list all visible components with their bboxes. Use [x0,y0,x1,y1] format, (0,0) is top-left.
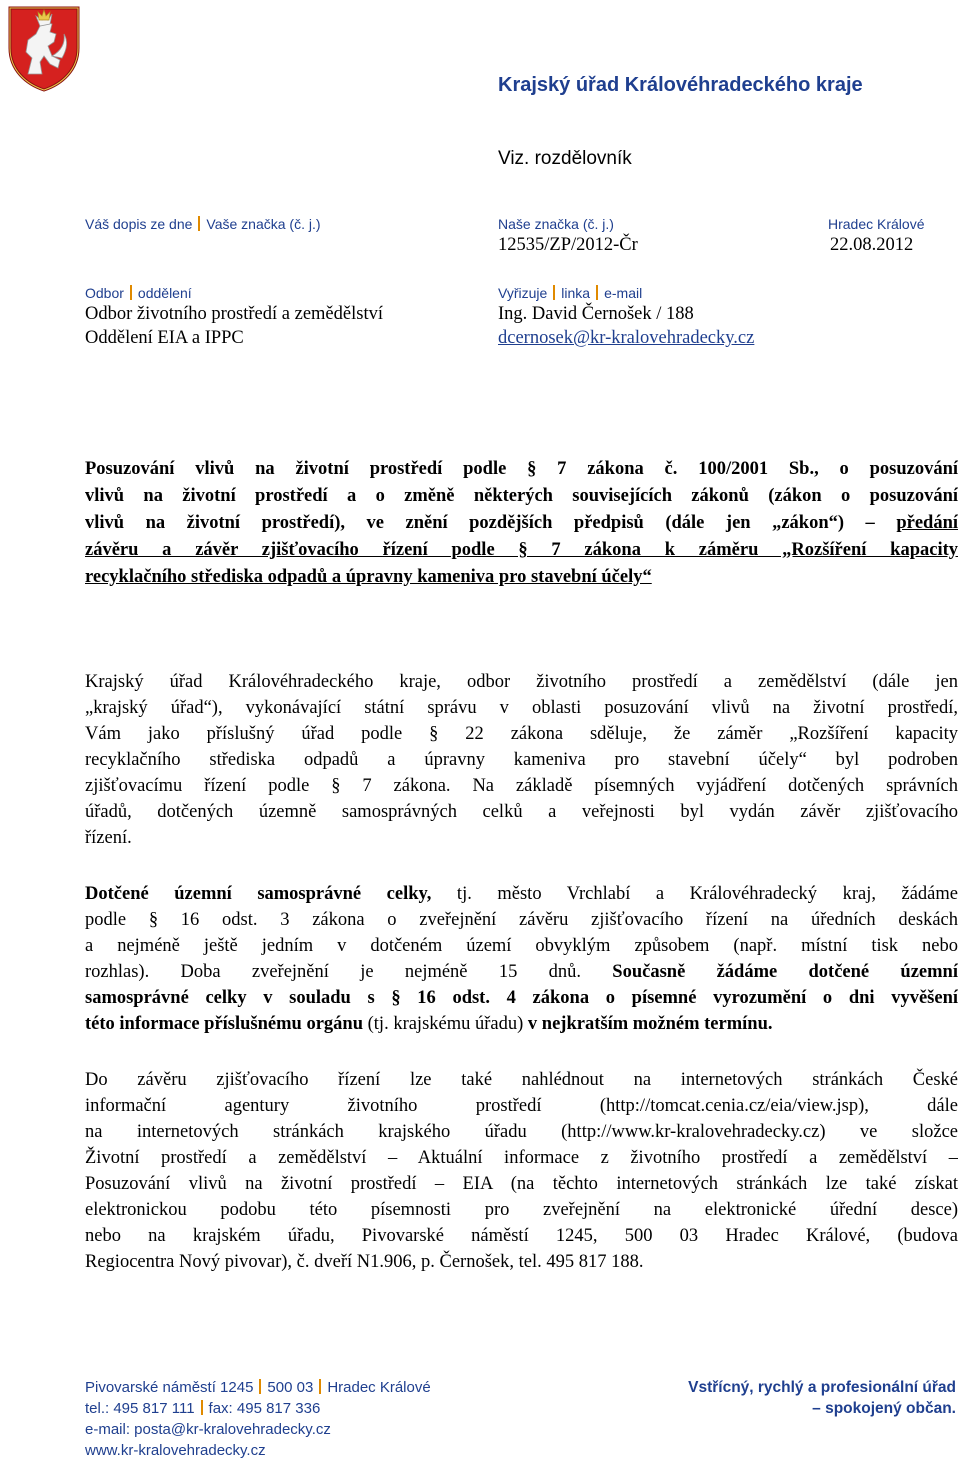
footer-address [85,1377,431,1461]
para2-line-4: rozhlas). Doba zveřejnění je nejméně 15 dnů. Současně žádáme dotčené územní [85,962,958,982]
recipient: Viz. rozdělovník [498,148,632,169]
separator [553,285,555,300]
subject-line-5: recyklačního střediska odpadů a úpravny kameniva pro stavební účely“ [85,567,652,587]
para2-line-3: a nejméně ještě jedním v dotčeném území obvyklým způsobem (např. místní tisk nebo [85,936,958,956]
footer-phone-line: tel.: 495 817 111 fax: 495 817 336 [85,1400,321,1417]
separator [259,1379,261,1394]
dept-line2: Oddělení EIA a IPPC [85,328,244,348]
para1-line: recyklačního střediska odpadů a úpravny kameniva pro stavební účely“ byl podroben [85,750,958,770]
para1-line: „krajský úřad“), vykonávající státní správu v oblasti posuzování vlivů na životní prostředí, [85,698,958,718]
footer-email[interactable]: e-mail: posta@kr-kralovehradecky.cz [85,1421,331,1438]
dept-label: Odbor oddělení [85,285,192,301]
separator [130,285,132,300]
handler-label: Vyřizuje linka e-mail [498,285,643,301]
para2-line-5: samosprávné celky v souladu s § 16 odst. 4 zákona o písemné vyrozumění o dni vyvěšení [85,988,958,1008]
subject-line-3: vlivů na životní prostředí), ve znění pozdějších předpisů (dále jen „zákon“) – předání [85,513,958,533]
dept-line1: Odbor životního prostředí a zemědělství [85,304,383,324]
subject-line-2: vlivů na životní prostředí a o změně některých souvisejících zákonů (zákon o posuzování [85,486,958,506]
para3-line: Do závěru zjišťovacího řízení lze také nahlédnout na internetových stránkách České [85,1070,958,1090]
your-letter-label: Váš dopis ze dne Vaše značka (č. j.) [85,216,321,232]
para2-line-2: podle § 16 odst. 3 zákona o zveřejnění závěru zjišťovacího řízení na úředních deskách [85,910,958,930]
separator [201,1400,203,1415]
authority-title: Krajský úřad Královéhradeckého kraje [498,74,863,96]
para1-line: zjišťovacímu řízení podle § 7 zákona. Na základě písemných vyjádření dotčených správních [85,776,958,796]
footer-motto: Vstřícný, rychlý a profesionální úřad – spokojený občan. [688,1379,956,1417]
para1-line: Krajský úřad Královéhradeckého kraje, odbor životního prostředí a zemědělství (dále jen [85,672,958,692]
para2-line-6: této informace příslušnému orgánu (tj. krajskému úřadu) v nejkratším možném termínu. [85,1014,773,1034]
handler-name: Ing. David Černošek / 188 [498,304,694,324]
para1-line: Vám jako příslušný úřad podle § 22 zákona sděluje, že záměr „Rozšíření kapacity [85,724,958,744]
para3-line: elektronickou podobu této písemnosti pro zveřejnění na elektronické úřední desce) [85,1200,958,1220]
czech-coat-of-arms-icon [6,4,82,92]
our-ref-label: Naše značka (č. j.) [498,216,614,232]
para3-line: Posuzování vlivů na životní prostředí – EIA (na těchto internetových stránkách lze také získat [85,1174,958,1194]
para3-line: nebo na krajském úřadu, Pivovarské náměstí 1245, 500 03 Hradec Králové, (budova [85,1226,958,1246]
handler-email-link[interactable]: dcernosek@kr-kralovehradecky.cz [498,328,755,348]
footer-web-link[interactable]: www.kr-kralovehradecky.cz [85,1442,266,1459]
place-label: Hradec Králové [828,216,925,232]
separator [319,1379,321,1394]
date-value: 22.08.2012 [830,235,914,255]
footer-address-line: Pivovarské náměstí 1245 500 03 Hradec Králové [85,1379,431,1396]
separator [198,216,200,231]
para3-line: informační agentury životního prostředí (http://tomcat.cenia.cz/eia/view.jsp), dále [85,1096,958,1116]
para1-line: řízení. [85,828,132,848]
para1-line: úřadů, dotčených územně samosprávných celků a veřejnosti byl vydán závěr zjišťovacího [85,802,958,822]
our-ref-value: 12535/ZP/2012-Čr [498,235,638,255]
subject-line-1: Posuzování vlivů na životní prostředí podle § 7 zákona č. 100/2001 Sb., o posuzování [85,459,958,479]
para3-line: na internetových stránkách krajského úřadu (http://www.kr-kralovehradecky.cz) ve složce [85,1122,958,1142]
separator [596,285,598,300]
subject-line-4: závěru a závěr zjišťovacího řízení podle § 7 zákona k záměru „Rozšíření kapacity [85,540,958,560]
para2-line-1: Dotčené územní samosprávné celky, tj. město Vrchlabí a Královéhradecký kraj, žádáme [85,884,958,904]
para3-line: Regiocentra Nový pivovar), č. dveří N1.906, p. Černošek, tel. 495 817 188. [85,1252,644,1272]
para3-line: Životní prostředí a zemědělství – Aktuální informace z životního prostředí a zemědělství – [85,1148,958,1168]
